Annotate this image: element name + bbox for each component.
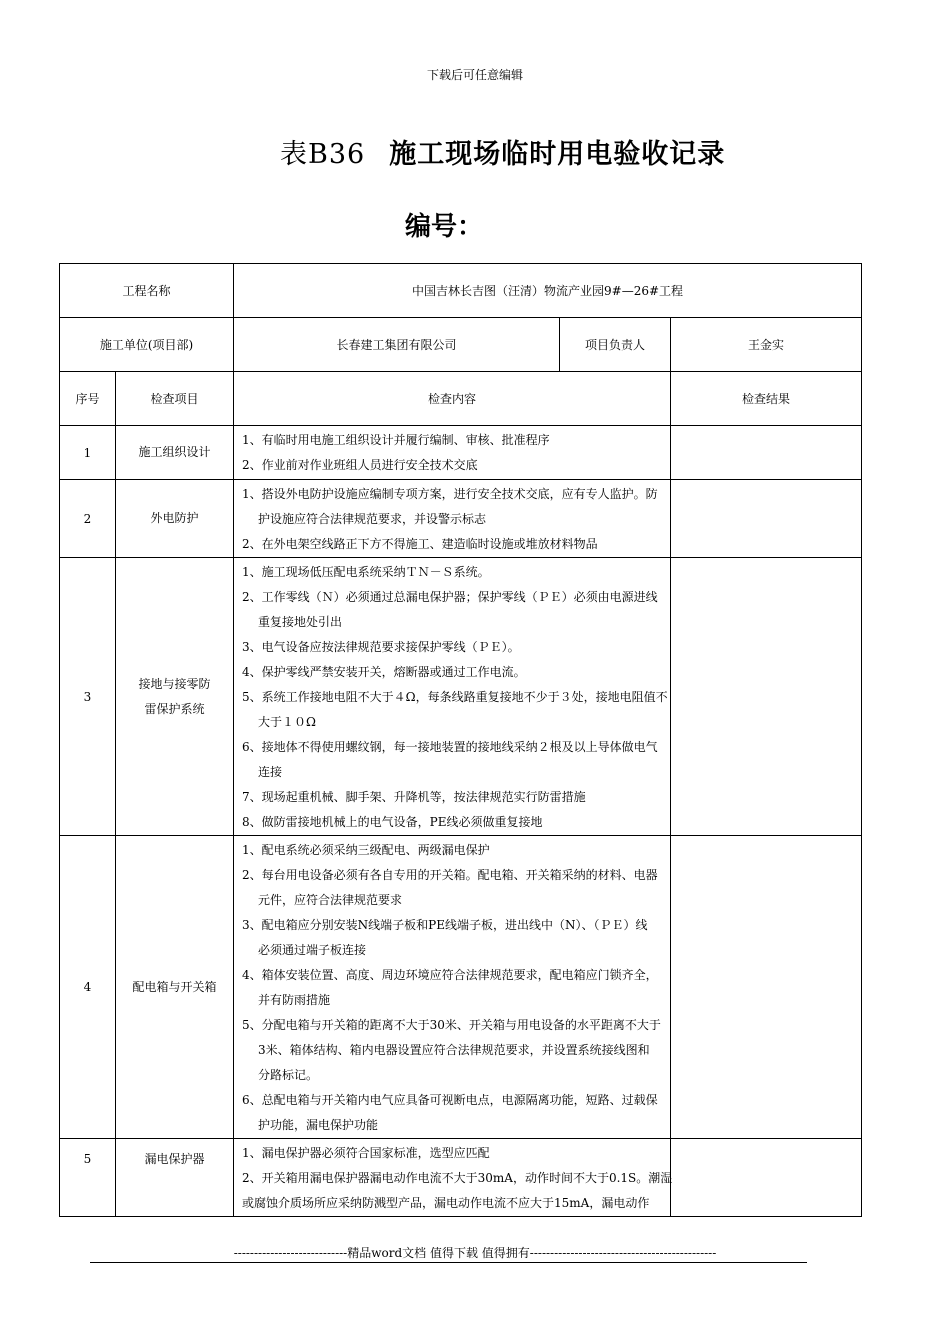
number-label: 编号： xyxy=(405,212,484,242)
content-line: 3米、箱体结构、箱内电器设置应符合法律规范要求，并设置系统接线图和 xyxy=(258,1043,650,1057)
check-row xyxy=(60,1139,862,1217)
title-text: 施工现场临时用电验收记录 xyxy=(389,139,726,170)
row-result[interactable] xyxy=(671,1139,862,1217)
row-item-line: 雷保护系统 xyxy=(144,701,205,716)
column-header-seq: 序号 xyxy=(60,372,116,426)
row-seq: 5 xyxy=(60,1139,116,1217)
project-name-label: 工程名称 xyxy=(60,264,234,318)
content-line: 大于１０Ω xyxy=(258,715,316,729)
unit-label: 施工单位(项目部) xyxy=(60,318,234,372)
row-item-line: 配电箱与开关箱 xyxy=(132,979,217,994)
column-header-result: 检查结果 xyxy=(671,372,862,426)
content-line: 2、每台用电设备必须有各自专用的开关箱。配电箱、开关箱采纳的材料、电器 xyxy=(242,868,658,882)
row-item-line: 漏电保护器 xyxy=(144,1152,205,1166)
content-line: 5、分配电箱与开关箱的距离不大于30米、开关箱与用电设备的水平距离不大于 xyxy=(242,1018,661,1032)
content-line: 2、开关箱用漏电保护器漏电动作电流不大于30mA，动作时间不大于0.1S。潮湿 xyxy=(242,1171,673,1185)
unit-value: 长春建工集团有限公司 xyxy=(234,318,560,372)
check-row xyxy=(60,426,862,480)
column-header-item: 检查项目 xyxy=(116,372,234,426)
content-line: 护设施应符合法律规范要求，并设警示标志 xyxy=(258,512,487,526)
content-line: 分路标记。 xyxy=(258,1068,319,1082)
inspection-table xyxy=(59,263,862,1217)
page-title xyxy=(280,132,725,171)
content-line: 5、系统工作接地电阻不大于４Ω，每条线路重复接地不少于３处，接地电阻值不 xyxy=(242,690,668,704)
header-row xyxy=(60,372,862,426)
content-line: 3、电气设备应按法律规范要求接保护零线（ＰＥ）。 xyxy=(242,640,520,654)
footer-rule xyxy=(90,1262,807,1263)
content-line: 6、总配电箱与开关箱内电气应具备可视断电点，电源隔离功能，短路、过载保 xyxy=(242,1093,658,1107)
content-line: 8、做防雷接地机械上的电气设备，PE线必须做重复接地 xyxy=(242,815,543,829)
row-item-line: 施工组织设计 xyxy=(138,445,211,459)
content-line: 3、配电箱应分别安装N线端子板和PE线端子板，进出线中（N）、（ＰＥ）线 xyxy=(242,918,648,932)
row-result[interactable] xyxy=(671,480,862,558)
content-line: 2、作业前对作业班组人员进行安全技术交底 xyxy=(242,458,478,472)
manager-value: 王金实 xyxy=(671,318,862,372)
row-item xyxy=(116,558,234,836)
row-seq: 3 xyxy=(60,558,116,836)
content-line: 4、箱体安装位置、高度、周边环境应符合法律规范要求，配电箱应门锁齐全， xyxy=(242,968,658,982)
row-content xyxy=(234,480,671,558)
row-item xyxy=(116,1139,234,1217)
content-line: 1、有临时用电施工组织设计并履行编制、审核、批准程序 xyxy=(242,433,550,447)
row-seq: 2 xyxy=(60,480,116,558)
row-content xyxy=(234,1139,671,1217)
row-result[interactable] xyxy=(671,836,862,1139)
row-result[interactable] xyxy=(671,426,862,480)
check-row xyxy=(60,836,862,1139)
content-line: 重复接地处引出 xyxy=(258,615,343,629)
row-item-line: 外电防护 xyxy=(150,511,199,525)
unit-row xyxy=(60,318,862,372)
content-line: 1、搭设外电防护设施应编制专项方案，进行安全技术交底，应有专人监护。防 xyxy=(242,487,658,501)
content-line: 护功能，漏电保护功能 xyxy=(258,1118,379,1132)
check-row xyxy=(60,558,862,836)
header-note: 下载后可任意编辑 xyxy=(426,68,523,82)
content-line: 必须通过端子板连接 xyxy=(258,943,367,957)
row-item xyxy=(116,426,234,480)
row-item xyxy=(116,480,234,558)
content-line: 并有防雨措施 xyxy=(258,993,331,1007)
row-seq: 4 xyxy=(60,836,116,1139)
content-line: 或腐蚀介质场所应采纳防溅型产品，漏电动作电流不应大于15mA，漏电动作 xyxy=(242,1196,650,1210)
row-content xyxy=(234,426,671,480)
row-result[interactable] xyxy=(671,558,862,836)
content-line: 1、漏电保护器必须符合国家标准，选型应匹配 xyxy=(242,1146,490,1160)
row-item xyxy=(116,836,234,1139)
content-line: 4、保护零线严禁安装开关，熔断器或通过工作电流。 xyxy=(242,665,526,679)
content-line: 1、配电系统必须采纳三级配电、两级漏电保护 xyxy=(242,843,490,857)
row-item-line: 接地与接零防 xyxy=(138,676,211,691)
project-row xyxy=(60,264,862,318)
content-line: 6、接地体不得使用螺纹钢，每一接地装置的接地线采纳２根及以上导体做电气 xyxy=(242,740,658,754)
content-line: 元件，应符合法律规范要求 xyxy=(258,893,403,907)
content-line: 1、施工现场低压配电系统采纳ＴＮ－Ｓ系统。 xyxy=(242,565,490,579)
row-seq: 1 xyxy=(60,426,116,480)
title-code: 表B36 xyxy=(280,139,366,170)
check-row xyxy=(60,480,862,558)
row-content xyxy=(234,558,671,836)
row-content xyxy=(234,836,671,1139)
manager-label: 项目负责人 xyxy=(560,318,671,372)
content-line: 2、在外电架空线路正下方不得施工、建造临时设施或堆放材料物品 xyxy=(242,537,598,551)
content-line: 2、工作零线（Ｎ）必须通过总漏电保护器；保护零线（ＰＥ）必须由电源进线 xyxy=(242,590,658,604)
content-line: 7、现场起重机械、脚手架、升降机等，按法律规范实行防雷措施 xyxy=(242,790,586,804)
project-name-value: 中国吉林长吉图（汪清）物流产业园9#—26#工程 xyxy=(234,264,862,318)
content-line: 连接 xyxy=(258,765,283,779)
column-header-content: 检查内容 xyxy=(234,372,671,426)
footer-text: ----------------------------精品word文档 值得下载 值得拥有---------------------------------------------- xyxy=(233,1246,717,1260)
